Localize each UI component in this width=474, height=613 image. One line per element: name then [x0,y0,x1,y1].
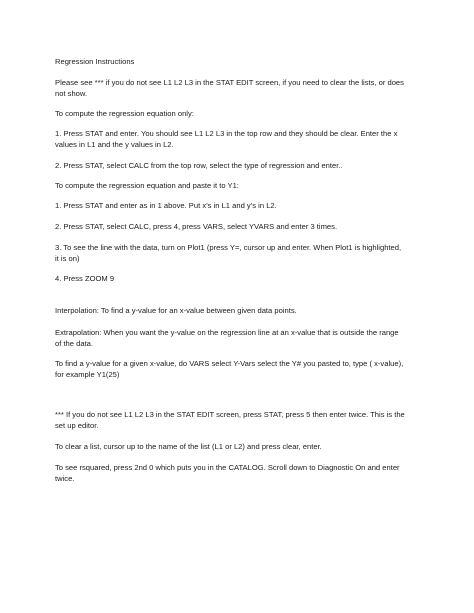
section2-step3-line2: it is on) [55,254,80,263]
section2-step3-line1: 3. To see the line with the data, turn on Plot1 (press Y=, cursor up and enter. When Plot1 is highlighted, [55,243,402,252]
clear-list-text: To clear a list, cursor up to the name of the list (L1 or L2) and press clear, enter. [55,442,322,451]
rsquared-line-2: twice. [55,474,75,483]
intro-line-2: not show. [55,89,88,98]
section2-step1: 1. Press STAT and enter as in 1 above. Put x’s in L1 and y’s in L2. [55,201,277,210]
interpolation-text: Interpolation: To find a y-value for an x-value between given data points. [55,306,297,315]
extrapolation-line-2: of the data. [55,339,93,348]
section2-step4: 4. Press ZOOM 9 [55,274,115,283]
rsquared-line-1: To see rsquared, press 2nd 0 which puts you in the CATALOG. Scroll down to Diagnostic On and enter [55,463,400,472]
intro-line-1: Please see *** if you do not see L1 L2 L3 in the STAT EDIT screen, if you need to clear the lists, or does [55,78,404,87]
section1-step2: 2. Press STAT, select CALC from the top row, select the type of regression and enter.. [55,161,343,170]
section1-step1-line2: values in L1 and the y values in L2. [55,140,174,149]
section2-step2: 2. Press STAT, select CALC, press 4, press VARS, select YVARS and enter 3 times. [55,222,338,231]
section2-heading: To compute the regression equation and paste it to Y1: [55,181,239,190]
document-title: Regression Instructions [55,57,135,66]
find-y-line-2: for example Y1(25) [55,370,120,379]
note-line-2: set up editor. [55,421,99,430]
section1-heading: To compute the regression equation only: [55,109,194,118]
note-line-1: *** If you do not see L1 L2 L3 in the STAT EDIT screen, press STAT, press 5 then enter twice. This is the [55,410,405,419]
extrapolation-line-1: Extrapolation: When you want the y-value on the regression line at an x-value that is outside the range [55,328,399,337]
find-y-line-1: To find a y-value for a given x-value, do VARS select Y-Vars select the Y# you pasted to, type ( x-value), [55,359,404,368]
section1-step1-line1: 1. Press STAT and enter. You should see L1 L2 L3 in the top row and they should be clear. Enter the x [55,129,398,138]
